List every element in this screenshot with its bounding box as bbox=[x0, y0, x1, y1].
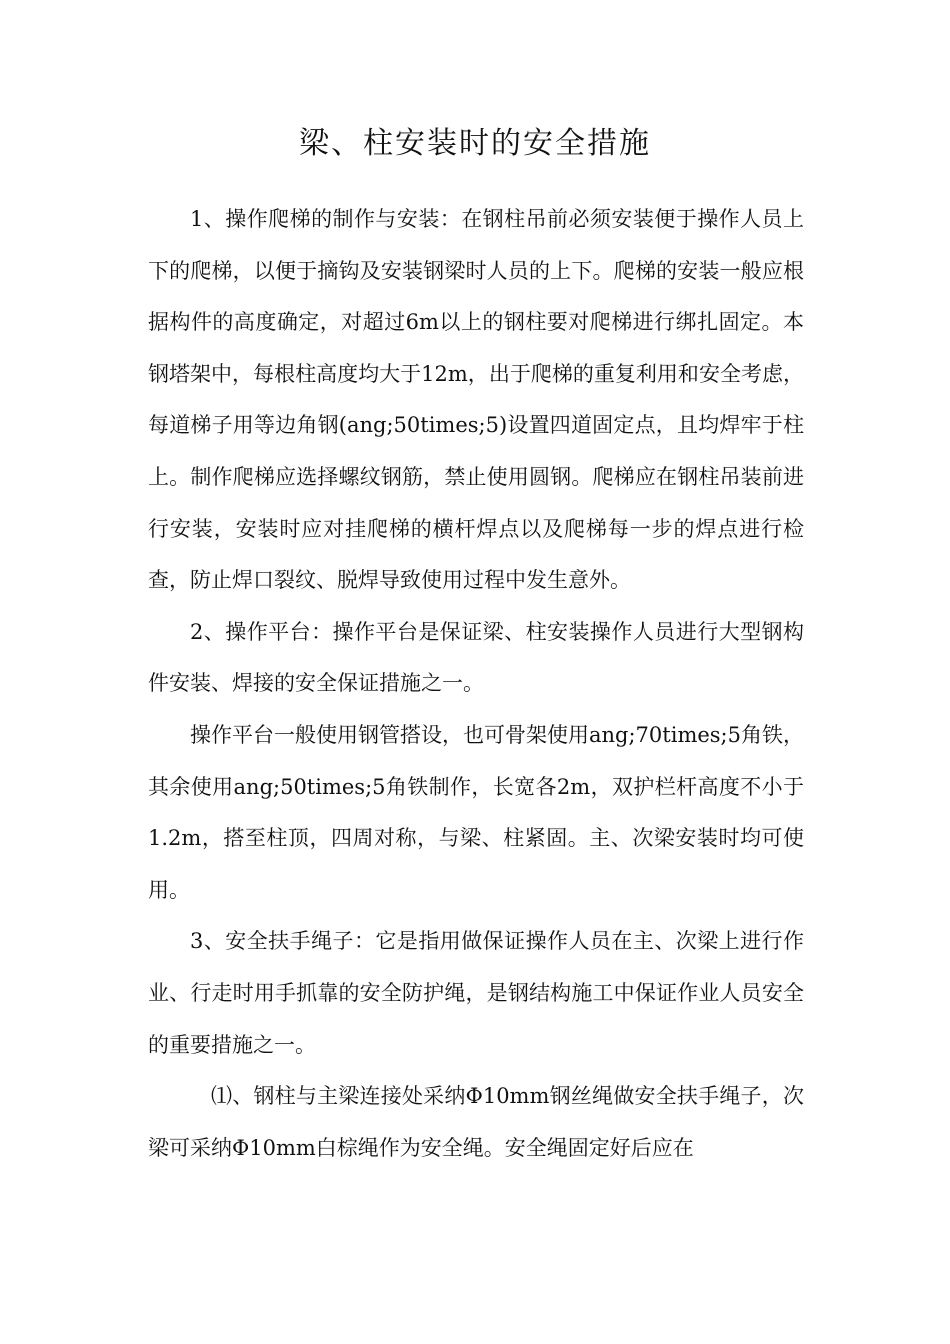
paragraph-safety-rope: 3、安全扶手绳子：它是指用做保证操作人员在主、次梁上进行作业、行走时用手抓靠的安全防护绳，是钢结构施工中保证作业人员安全的重要措施之一。 bbox=[148, 929, 804, 1057]
paragraph-rope-detail: ⑴、钢柱与主梁连接处采纳Φ10mm钢丝绳做安全扶手绳子，次梁可采纳Φ10mm白棕绳作为安全绳。安全绳固定好后应在 bbox=[148, 1084, 804, 1160]
paragraph-platform: 2、操作平台：操作平台是保证梁、柱安装操作人员进行大型钢构件安装、焊接的安全保证措施之一。 bbox=[148, 619, 804, 696]
document-title: 梁、柱安装时的安全措施 bbox=[299, 126, 651, 161]
document-body bbox=[148, 194, 804, 1174]
paragraph-ladder: 1、操作爬梯的制作与安装：在钢柱吊前必须安装便于操作人员上下的爬梯，以便于摘钩及安装钢梁时人员的上下。爬梯的安装一般应根据构件的高度确定，对超过6m以上的钢柱要对爬梯进行绑扎固定。本钢塔架中，每根柱高度均大于12m，出于爬梯的重复利用和安全考虑，每道梯子用等边角钢(ang;50times;5)设置四道固定点，且均焊牢于柱上。制作爬梯应选择螺纹钢筋，禁止使用圆钢。爬梯应在钢柱吊装前进行安装，安装时应对挂爬梯的横杆焊点以及爬梯每一步的焊点进行检查，防止焊口裂纹、脱焊导致使用过程中发生意外。 bbox=[148, 207, 804, 593]
paragraph-platform-detail: 操作平台一般使用钢管搭设，也可骨架使用ang;70times;5角铁，其余使用ang;50times;5角铁制作，长宽各2m，双护栏杆高度不小于1.2m，搭至柱顶，四周对称，与梁、柱紧固。主、次梁安装时均可使用。 bbox=[148, 722, 804, 902]
